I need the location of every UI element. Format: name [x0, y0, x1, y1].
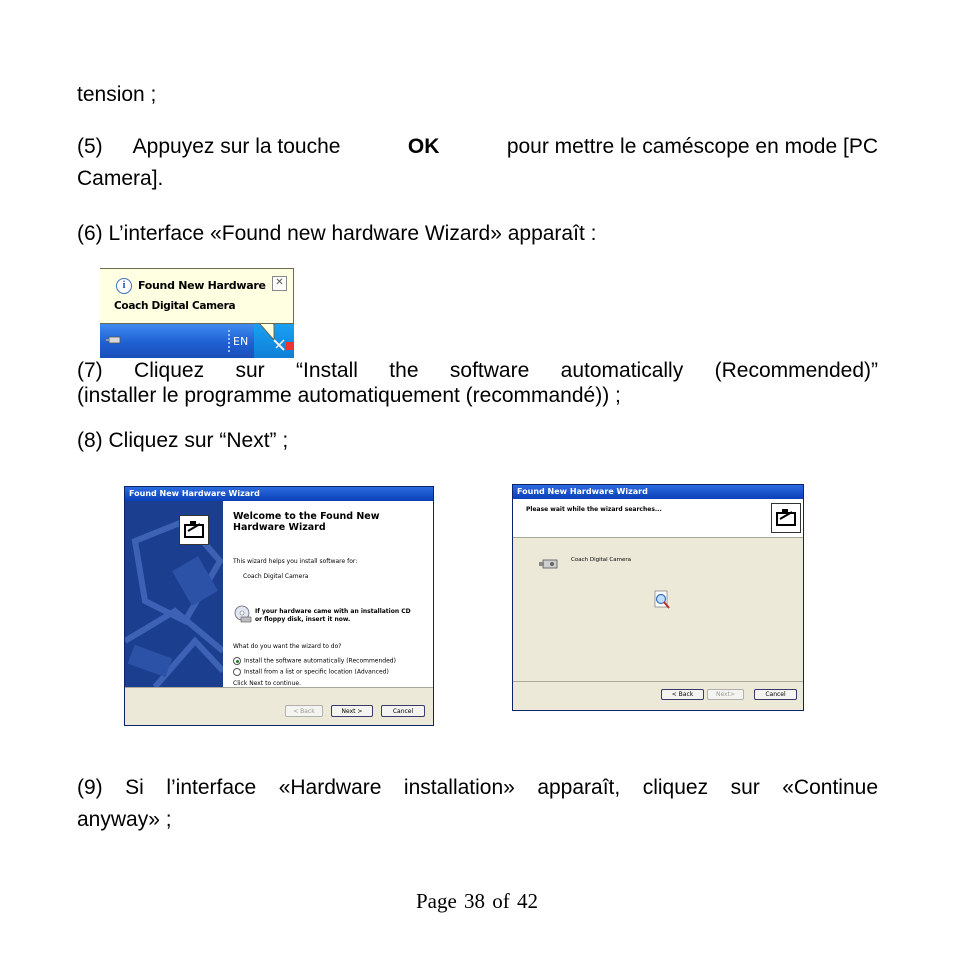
paragraph-step-9	[77, 775, 878, 832]
wizard-button-bar	[513, 681, 803, 711]
paragraph-step-5	[77, 134, 878, 191]
insert-cd-line-2: or floppy disk, insert it now.	[255, 616, 351, 623]
option-automatic-label: Install the software automatically (Recommended)	[244, 657, 396, 665]
step-5-text-before: Appuyez sur la touche	[132, 135, 341, 158]
info-icon: i	[116, 278, 132, 294]
paragraph-step-7	[77, 358, 878, 408]
search-magnifier-icon	[653, 589, 671, 611]
new-hardware-tray-icon[interactable]	[272, 338, 294, 354]
device-name: Coach Digital Camera	[243, 573, 309, 580]
hardware-wizard-icon	[771, 503, 801, 533]
radio-advanced[interactable]	[233, 668, 241, 676]
cancel-button[interactable]: Cancel	[381, 705, 425, 717]
language-indicator[interactable]: EN	[233, 335, 249, 348]
insert-cd-text	[255, 608, 411, 624]
notification-screenshot	[100, 268, 294, 358]
page-number: Page 38 of 42	[415, 889, 539, 913]
continue-instruction: Click Next to continue.	[233, 680, 302, 687]
safely-remove-hardware-icon[interactable]	[106, 332, 124, 348]
wizard-button-bar	[125, 687, 433, 726]
cd-icon	[233, 605, 253, 623]
window-title: Found New Hardware Wizard	[513, 485, 803, 499]
notification-title: Found New Hardware	[138, 279, 266, 292]
paragraph-step-6: (6) L’interface «Found new hardware Wizard» apparaît :	[77, 222, 597, 245]
close-icon[interactable]: ✕	[272, 276, 287, 291]
step-7-line-1: (7) Cliquez sur “Install the software automatically (Recommended)”	[77, 359, 878, 382]
radio-automatic[interactable]	[233, 657, 241, 665]
step-5-number: (5)	[77, 135, 103, 158]
back-button[interactable]: < Back	[285, 705, 323, 717]
paragraph-step-8: (8) Cliquez sur “Next” ;	[77, 429, 289, 452]
step-9-line-1: (9) Si l’interface «Hardware installation» apparaît, cliquez sur «Continue	[77, 776, 878, 799]
wizard-heading-line-1: Welcome to the Found New	[233, 511, 380, 522]
option-advanced-label: Install from a list or specific location (Advanced)	[244, 668, 389, 676]
back-button[interactable]: < Back	[661, 689, 704, 700]
paragraph-tension: tension ;	[77, 83, 157, 106]
wizard-header-text: Please wait while the wizard searches...	[526, 506, 662, 513]
option-install-from-list[interactable]	[233, 668, 389, 676]
step-7-line-2: (installer le programme automatiquement (recommandé)) ;	[77, 384, 621, 407]
option-install-automatically[interactable]	[233, 657, 396, 665]
wizard-question: What do you want the wizard to do?	[233, 643, 342, 650]
hardware-wizard-icon	[179, 515, 209, 545]
ok-key-label: OK	[407, 135, 440, 158]
cancel-button[interactable]: Cancel	[754, 689, 797, 700]
wizard-searching-window	[512, 484, 804, 711]
wizard-welcome-window	[124, 486, 434, 726]
next-button[interactable]: Next >	[331, 705, 373, 717]
step-5-text-after: pour mettre le caméscope en mode [PC	[506, 135, 878, 158]
notification-balloon	[100, 268, 294, 324]
wizard-content	[223, 501, 434, 687]
wizard-heading	[233, 511, 403, 533]
next-button[interactable]: Next>	[707, 689, 744, 700]
insert-cd-line-1: If your hardware came with an installation CD	[255, 608, 411, 615]
step-9-line-2: anyway» ;	[77, 808, 172, 831]
notification-body: Coach Digital Camera	[114, 300, 236, 312]
camera-device-icon	[539, 557, 561, 571]
wizard-heading-line-2: Hardware Wizard	[233, 522, 326, 533]
device-name: Coach Digital Camera	[571, 557, 632, 563]
wizard-intro: This wizard helps you install software for:	[233, 558, 358, 565]
step-5-line-2: Camera].	[77, 167, 164, 190]
wizard-header	[513, 499, 803, 538]
window-title: Found New Hardware Wizard	[125, 487, 433, 501]
taskbar-grip	[228, 330, 232, 352]
